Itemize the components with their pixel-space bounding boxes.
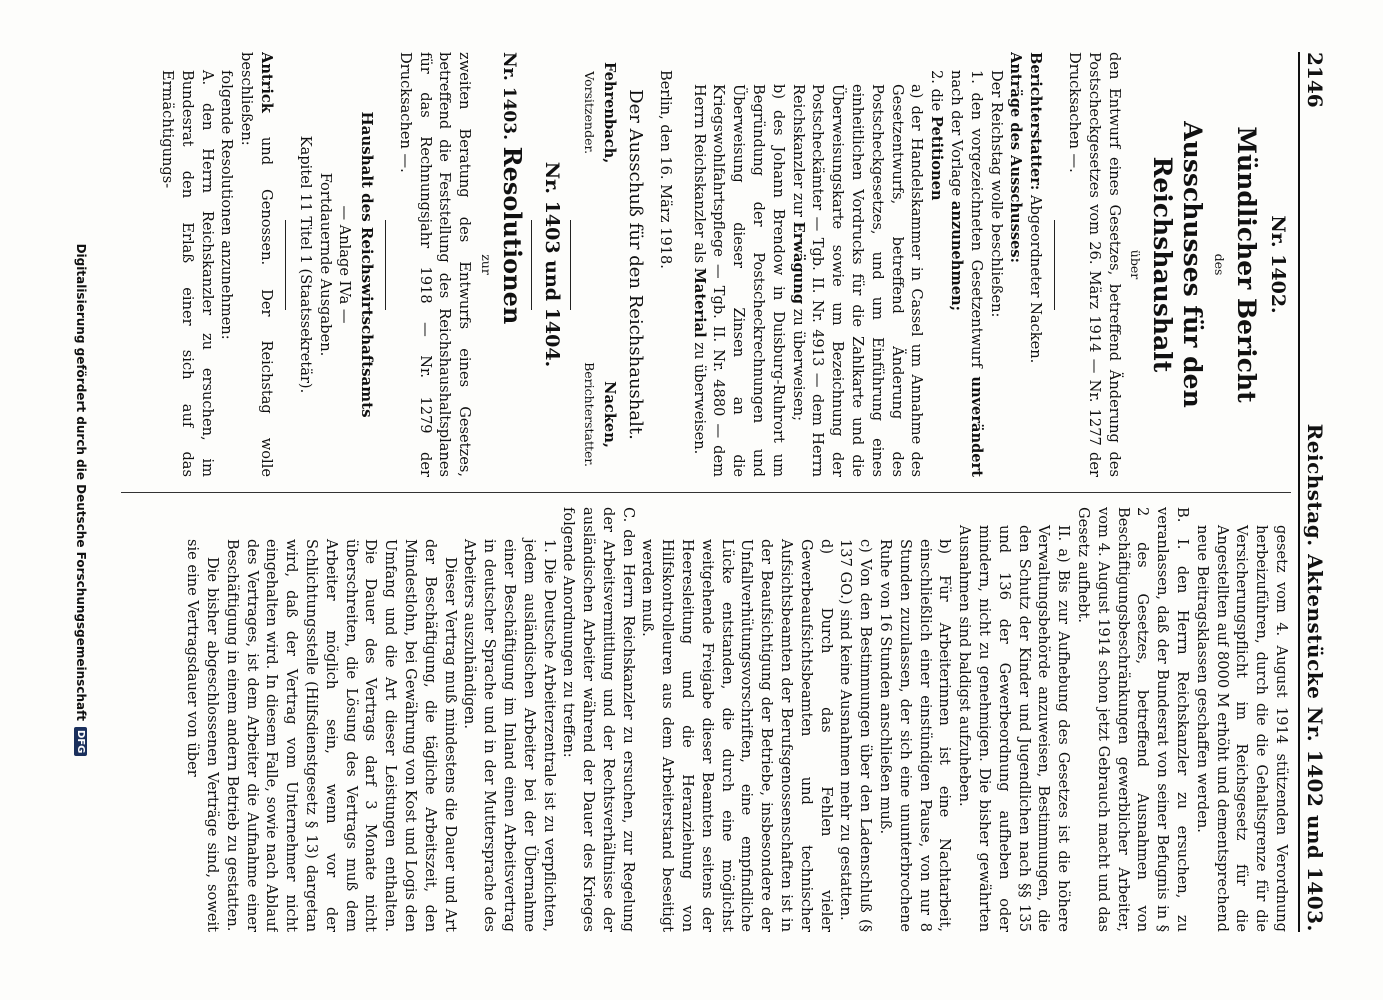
rapporteur-signature bbox=[580, 362, 620, 467]
signature-row bbox=[580, 52, 620, 477]
date-line: Berlin, den 16. März 1918. bbox=[656, 70, 674, 269]
resolutions-text: zweiten Beratung des Entwurfs eines Gesetzes, betreffend die Feststellung des Reichshaushaltsplanes für das Rechnungsjahr 1918 — Nr. 1279 der Drucksachen —. bbox=[396, 52, 474, 477]
item-1-bold-1: unverändert bbox=[967, 376, 985, 477]
column-divider bbox=[121, 492, 1291, 493]
item-2b-bold: Material bbox=[690, 267, 708, 338]
chair-signature bbox=[580, 62, 620, 163]
right-column bbox=[111, 507, 1291, 932]
page-number: 2146 bbox=[1303, 52, 1327, 108]
resolution-B-II-c: c) Von den Bestimmungen über den Ladenschluß (§ 137 GO.) sind keine Ausnahmen mehr zu gestatten. bbox=[837, 539, 875, 932]
resolution-C: C. den Herrn Reichskanzler zu ersuchen, zur Regelung der Arbeitsvermittlung und der Rechtsverhältnisse der ausländischen Arbeiter während der Dauer des Krieges folgende Anordnungen zu treffen: bbox=[560, 507, 637, 932]
folgende-line: folgende Resolutionen anzunehmen: bbox=[218, 70, 236, 340]
ueber-word: über bbox=[1128, 249, 1144, 280]
item-2a-bold: Erwägung bbox=[789, 221, 807, 305]
item-2a-text: a) der Handelskammer in Cassel um Annahme des Gesetzentwurfs, betreffend Änderung des Postscheckgesetzes, und um Einführung eines einheitlichen Vordrucks für die Zahlkarte und die Überweisungskarte sowie um Bezeichnung der Postscheckämter — Tgb. II. Nr. 4913 — dem Herrn Reichskanzler zur bbox=[789, 84, 926, 477]
anlage-line: — Anlage IVa — bbox=[336, 205, 354, 324]
item-2 bbox=[926, 52, 946, 477]
budget-heading: Haushalt des Reichswirtschaftsamts bbox=[358, 111, 377, 418]
item-1 bbox=[946, 52, 986, 477]
footer-text: Digitalisierung gefördert durch die Deutsche Forschungsgemeinschaft bbox=[74, 243, 88, 722]
committee-title: Ausschusses für den Reichshaushalt bbox=[1148, 121, 1208, 408]
doc-number-1402: Nr. 1402. bbox=[1267, 215, 1289, 314]
report-title: Mündlicher Bericht bbox=[1232, 126, 1262, 403]
antraege-intro: Der Reichstag wolle beschließen: bbox=[987, 70, 1005, 318]
item-2-pre: 2. die bbox=[928, 70, 946, 116]
item-2-bold: Petitionen bbox=[928, 115, 946, 201]
item-2a-end: zu überweisen; bbox=[789, 304, 807, 422]
resolutions-heading bbox=[497, 52, 527, 477]
running-head bbox=[1298, 52, 1343, 932]
antraege-label: Anträge des Ausschusses: bbox=[1007, 52, 1025, 263]
digitization-footer bbox=[69, 0, 93, 1000]
rapporteur-role: Berichterstatter. bbox=[582, 362, 598, 467]
chair-role: Vorsitzender. bbox=[582, 71, 598, 155]
left-column bbox=[111, 52, 1291, 477]
separator bbox=[385, 220, 386, 310]
chair-name: Fehrenbach, bbox=[601, 62, 619, 164]
resolution-C-1-para2: Dieser Vertrag muß mindestens die Dauer und Art der Beschäftigung, die tägliche Arbeitszeit, den Mindestlohn, bei Gewährung von Kost und Logis den Umfang und die Art dieser Leistungen enthalten. Die Dauer des Vertrags darf 3 Monate nicht überschreiten, die Lösung des Vertrags muß dem Arbeiter möglich sein, wenn vor der Schlichtungsstelle (Hilfsdienstgesetz § 13) dargetan wird, daß der Vertrag vom Unternehmer nicht eingehalten wird. In diesem Falle, sowie nach Ablauf des Vertrages, ist dem Arbeiter die Aufnahme einer Beschäftigung in einem andern Betrieb zu gestatten. bbox=[223, 539, 459, 932]
item-2a bbox=[788, 52, 927, 477]
kapitel-line: Kapitel 11 Titel 1 (Staatssekretär). bbox=[296, 135, 314, 394]
resolution-B-II-a: II. a) Bis zur Aufhebung des Gesetzes ist die höhere Verwaltungsbehörde anzuweisen, Bestimmungen, die den Schutz der Kinder und Jugendlichen nach §§ 135 und 136 der Gewerbeordnung aufheben oder mindern, nicht zu genehmigen. Die bisher gewährten Ausnahmen sind baldigst aufzuheben. bbox=[956, 525, 1073, 932]
rapporteur-line bbox=[1025, 52, 1045, 477]
rapporteur-label: Berichterstatter: bbox=[1027, 52, 1045, 191]
rapporteur-text: Abgeordneter Nacken. bbox=[1027, 190, 1045, 364]
resolution-B-II-b: b) Für Arbeiterinnen ist eine Nachtarbeit, einschließlich einer einstündigen Pause, von nur 8 Stunden zuzulassen, der sich eine ununterbrochene Ruhe von 16 Stunden anschließen muß. bbox=[877, 539, 954, 932]
rapporteur-name: Nacken, bbox=[601, 381, 619, 448]
antrag-text: und Genossen. Der Reichstag wolle beschließen: bbox=[238, 52, 275, 477]
dfg-logo-icon: DFG bbox=[75, 727, 88, 756]
item-1-mid: nach der Vorlage bbox=[948, 70, 966, 201]
antrag-line bbox=[236, 52, 276, 477]
item-1-pre: 1. den vorgezeichneten Gesetzentwurf bbox=[967, 70, 985, 377]
antrag-bold: Antrick bbox=[257, 52, 275, 113]
separator bbox=[285, 220, 286, 310]
des-word: des bbox=[1212, 253, 1228, 276]
doc-number-1403-1404: Nr. 1403 und 1404. bbox=[540, 161, 563, 368]
item-2b bbox=[689, 52, 788, 477]
zur-word: zur bbox=[479, 254, 495, 275]
report-intro: den Entwurf eines Gesetzes, betreffend Änderung des Postscheckgesetzes vom 26. März 1914 — Nr. 1277 der Drucksachen —. bbox=[1066, 52, 1123, 477]
resolutions-title: Resolutionen bbox=[497, 146, 527, 325]
doc-number-1403: Nr. 1403. bbox=[498, 52, 519, 141]
separator bbox=[1054, 220, 1055, 310]
resolution-B-I: B. I. den Herrn Reichskanzler zu ersuchen, zu veranlassen, daß der Bundesrat von seiner Befugnis in § 2 des Gesetzes, betreffend Ausnahmen von Beschäftigungsbeschränkungen gewerblicher Arbeiter, vom 4. August 1914 schon jetzt Gebrauch macht und das Gesetz aufhebt. bbox=[1075, 507, 1192, 932]
item-2b-end: zu überweisen. bbox=[690, 337, 708, 455]
item-2b-text: b) des Johann Brendow in Duisburg-Ruhrort um Begründung der Postscheckrechnungen und Überweisung dieser Zinsen an die Kriegswohlfahrtspflege — Tgb. II. Nr. 4880 — dem Herrn Reichskanzler als bbox=[690, 84, 787, 477]
item-1-bold-2: anzunehmen; bbox=[948, 200, 966, 312]
separator bbox=[531, 220, 532, 310]
resolution-C-1: 1. Die Deutsche Arbeiterzentrale ist zu verpflichten, jedem ausländischen Arbeiter bei der Übernahme einer Beschäftigung im Inland einen Arbeitsvertrag in deutscher Sprache und in der Muttersprache des Arbeiters auszuhändigen. bbox=[461, 539, 558, 932]
resolution-C-1-para3: Die bisher abgeschlossenen Verträge sind, soweit sie eine Vertragsdauer von über bbox=[184, 539, 221, 932]
separator bbox=[570, 220, 571, 310]
page-content bbox=[103, 52, 1343, 932]
resolution-A-continued: gesetz vom 4. August 1914 stützenden Verordnung herbeizuführen, durch die die Gehaltsgrenze für die Versicherungspflicht im Reichsgesetz für die Angestellten auf 8000 M erhöht und dementsprechend neue Beitragsklassen geschaffen werden. bbox=[1193, 525, 1290, 932]
committee-signature: Der Ausschuß für den Reichshaushalt. bbox=[625, 89, 647, 440]
resolution-A: A. den Herrn Reichskanzler zu ersuchen, im Bundesrat den Erlaß einer sich auf das Ermächtigungs- bbox=[158, 70, 216, 477]
fortdauernde-line: Fortdauernde Ausgaben. bbox=[316, 172, 334, 357]
resolution-B-II-d: d) Durch das Fehlen vieler Gewerbeaufsichtsbeamten und technischer Aufsichtsbeamten der Berufsgenossenschaften ist in der Beaufsichtigung der Betriebe, insbesondere der Unfallverhütungsvorschriften, eine empfindliche Lücke entstanden, die durch eine möglichst weitgehende Freigabe dieser Beamten seitens der Heeresleitung und die Heranziehung von Hilfskontrolleuren aus dem Arbeiterstand beseitigt werden muß. bbox=[639, 539, 835, 932]
running-title: Reichstag. Aktenstücke Nr. 1402 und 1403. bbox=[1303, 423, 1327, 932]
